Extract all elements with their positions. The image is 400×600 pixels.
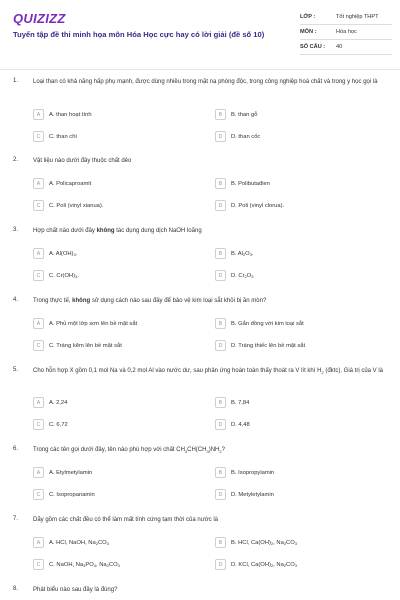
meta-table (300, 10, 392, 55)
question-text: Dãy gồm các chất đều có thể làm mất tính cứng tạm thời của nước là (33, 517, 218, 523)
question-text: Cho hỗn hợp X gồm 0,1 mol Na và 0,2 mol Al vào nước dư, sau phản ứng hoàn toàn thấy thoát ra V lít khí $H_2$ (đktc). Giá trị của V là (33, 368, 384, 375)
option-c[interactable] (33, 130, 203, 143)
option-text: C. $Cr(OH)_3$. (49, 272, 79, 279)
meta-key: MÔN : (300, 29, 317, 35)
option-a[interactable] (33, 466, 203, 479)
option-a[interactable] (33, 108, 203, 121)
question-text: Loại than có khả năng hấp phụ mạnh, được dùng nhiều trong mặt nạ phòng độc, trong công nghiệp hoá chất và trong y học gọi là (33, 79, 378, 85)
option-text: A. Etylmetylamin (49, 469, 93, 476)
option-text: A. 2,24 (49, 399, 68, 406)
question-number: 2. (13, 157, 19, 163)
question-number: 8. (13, 586, 19, 592)
option-letter: B (215, 248, 226, 259)
meta-value: 40 (336, 44, 343, 50)
option-letter: A (33, 178, 44, 189)
option-b[interactable] (215, 247, 385, 260)
option-text: A. HCl, NaOH, $Na_2CO_3$ (49, 539, 109, 546)
option-letter: D (215, 340, 226, 351)
option-a[interactable] (33, 247, 203, 260)
option-text: A. $Al(OH)_3$. (49, 250, 78, 257)
option-letter: B (215, 397, 226, 408)
meta-row-count (300, 40, 392, 55)
meta-value: Tốt nghiệp THPT (336, 14, 379, 20)
option-text: D. Metyletylamin (231, 491, 274, 498)
meta-key: SỐ CÂU : (300, 44, 326, 50)
option-letter: C (33, 489, 44, 500)
option-letter: C (33, 340, 44, 351)
logo: QUIZIZZ (13, 11, 66, 26)
meta-row-class (300, 10, 392, 25)
option-text: D. KCl, $Ca(OH)_2$, $Na_2CO_3$ (231, 561, 297, 568)
option-a[interactable] (33, 317, 203, 330)
option-letter: B (215, 467, 226, 478)
option-letter: A (33, 467, 44, 478)
option-letter: D (215, 131, 226, 142)
option-letter: D (215, 489, 226, 500)
option-letter: C (33, 200, 44, 211)
option-b[interactable] (215, 317, 385, 330)
option-c[interactable] (33, 558, 203, 571)
option-d[interactable] (215, 269, 385, 282)
question-number: 3. (13, 227, 19, 233)
option-text: B. HCl, $Ca(OH)_2$, $Na_2CO_3$ (231, 539, 297, 546)
option-text: B. $Al_2O_3$. (231, 250, 254, 257)
option-text: B. Polibutađien (231, 180, 270, 187)
option-letter: A (33, 537, 44, 548)
option-letter: D (215, 200, 226, 211)
option-text: B. 7,84 (231, 399, 250, 406)
option-letter: C (33, 270, 44, 281)
option-c[interactable] (33, 269, 203, 282)
option-c[interactable] (33, 418, 203, 431)
option-text: D. Tráng thiếc lên bề mặt sắt (231, 342, 306, 349)
question-text: Phát biểu nào sau đây là đúng? (33, 587, 118, 593)
header (0, 0, 400, 68)
option-text: B. than gỗ (231, 111, 258, 118)
question-text (33, 297, 383, 306)
header-divider (0, 69, 400, 70)
question-text-end: sử dụng cách nào sau đây để bảo vệ kim loại sắt khỏi bị ăn mòn? (90, 298, 267, 304)
option-text: C. Tráng kẽm lên bề mặt sắt (49, 342, 122, 349)
document-title: Tuyển tập đề thi minh họa môn Hóa Học cực hay có lời giải (đề số 10) (13, 30, 265, 39)
option-text: D. than cốc (231, 133, 261, 140)
option-c[interactable] (33, 339, 203, 352)
option-a[interactable] (33, 396, 203, 409)
option-b[interactable] (215, 108, 385, 121)
option-d[interactable] (215, 199, 385, 212)
option-d[interactable] (215, 488, 385, 501)
option-letter: C (33, 559, 44, 570)
option-text: C. 6,72 (49, 421, 68, 428)
option-letter: B (215, 109, 226, 120)
option-b[interactable] (215, 466, 385, 479)
option-letter: A (33, 318, 44, 329)
option-b[interactable] (215, 536, 385, 549)
option-letter: D (215, 559, 226, 570)
question-text (33, 227, 383, 236)
question-text-emphasis: không (72, 298, 91, 304)
option-d[interactable] (215, 130, 385, 143)
option-text: D. $Cr_2O_3$ (231, 272, 254, 279)
option-text: A. Policaproamit (49, 180, 92, 187)
option-letter: B (215, 537, 226, 548)
question-number: 6. (13, 446, 19, 452)
question-number: 5. (13, 367, 19, 373)
option-letter: D (215, 270, 226, 281)
option-text: C. Isopropanamin (49, 491, 95, 498)
option-letter: C (33, 131, 44, 142)
option-text: C. NaOH, $Na_3PO_4$, $Na_2CO_3$ (49, 561, 120, 568)
option-d[interactable] (215, 339, 385, 352)
option-d[interactable] (215, 418, 385, 431)
meta-key: LỚP : (300, 14, 316, 20)
option-text: D. 4,48 (231, 421, 250, 428)
question-text-start: Trong thực tế, (33, 298, 73, 304)
option-text: A. than hoạt tính (49, 111, 92, 118)
question-text: Vật liệu nào dưới đây thuộc chất dẻo (33, 158, 132, 164)
option-b[interactable] (215, 177, 385, 190)
option-text: C. than chì (49, 133, 78, 140)
option-letter: A (33, 109, 44, 120)
option-c[interactable] (33, 199, 203, 212)
question-number: 4. (13, 297, 19, 303)
option-text: A. Phủ một lớp sơn lên bề mặt sắt (49, 320, 138, 327)
option-text: B. Gắn đồng với kim loại sắt (231, 320, 304, 327)
option-a[interactable] (33, 536, 203, 549)
option-letter: A (33, 397, 44, 408)
option-letter: B (215, 318, 226, 329)
meta-value: Hóa học (336, 29, 357, 35)
option-a[interactable] (33, 177, 203, 190)
option-c[interactable] (33, 488, 203, 501)
option-letter: A (33, 248, 44, 259)
option-text: D. Poli (vinyl clorua). (231, 202, 285, 209)
option-b[interactable] (215, 396, 385, 409)
option-text: B. Isopropylamin (231, 469, 275, 476)
question-text: Trong các tên gọi dưới đây, tên nào phù hợp với chất $CH_3CH(CH_3)NH_2$? (33, 447, 225, 454)
option-letter: C (33, 419, 44, 430)
question-number: 7. (13, 516, 19, 522)
option-letter: D (215, 419, 226, 430)
question-text-emphasis: không (96, 228, 115, 234)
question-number: 1. (13, 78, 19, 84)
question-text-start: Hợp chất nào dưới đây (33, 228, 97, 234)
option-letter: B (215, 178, 226, 189)
option-text: C. Poli (vinyl xianua). (49, 202, 104, 209)
question-text-end: tác dụng dung dịch NaOH loãng (114, 228, 202, 234)
option-d[interactable] (215, 558, 385, 571)
meta-row-subject (300, 25, 392, 40)
